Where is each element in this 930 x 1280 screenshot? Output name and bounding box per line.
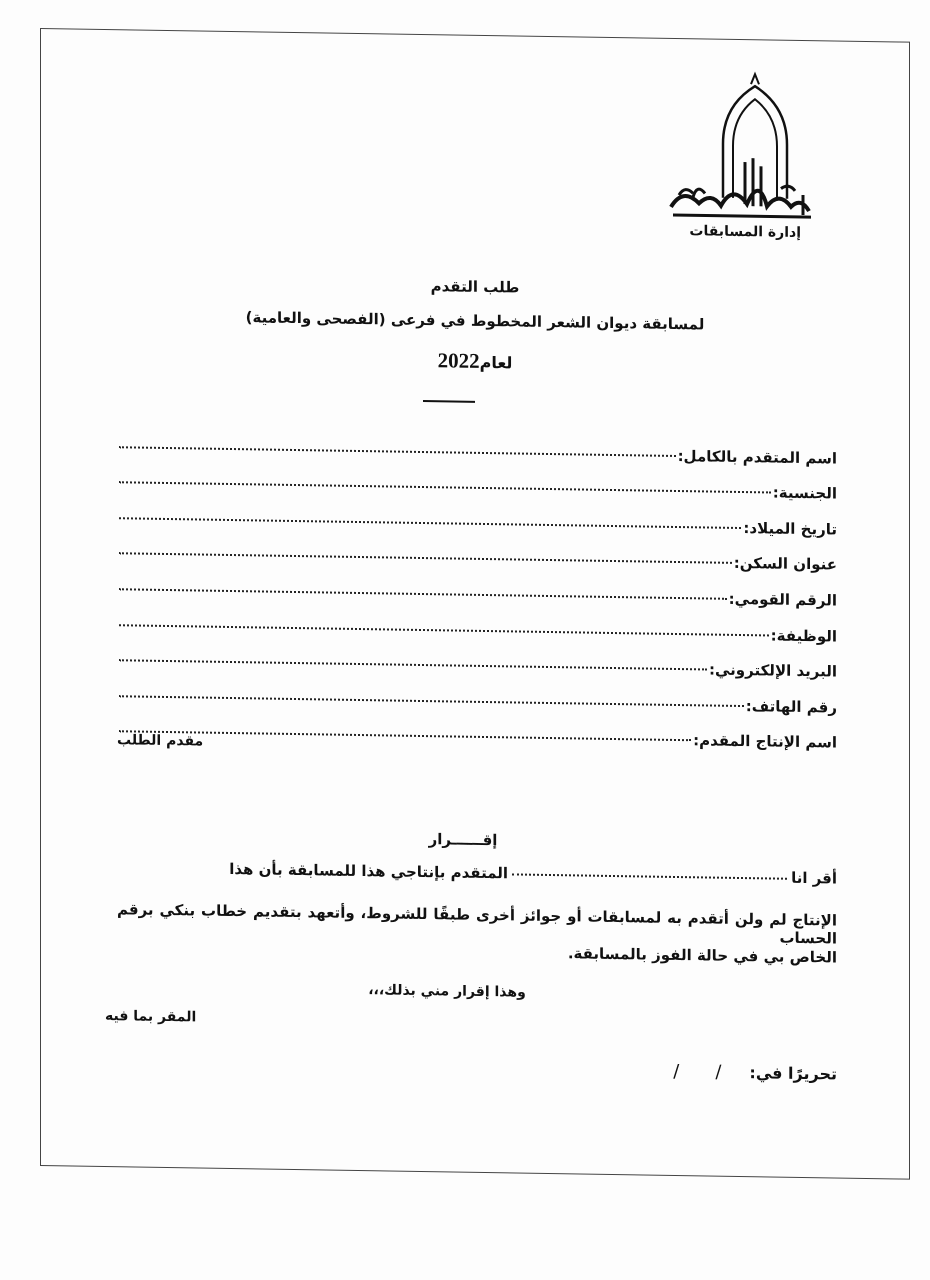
date-separator[interactable]: /	[673, 1060, 680, 1083]
declaration-title	[41, 824, 909, 856]
date-label: تحريرًا في:	[749, 1063, 837, 1084]
field-label: اسم الإنتاج المقدم:	[693, 731, 837, 752]
form-title: طلب التقدم	[430, 277, 520, 297]
form-year-line	[41, 342, 909, 381]
date-separator[interactable]: /	[715, 1061, 722, 1083]
dotted-fill-line[interactable]	[119, 624, 769, 636]
form-page-border	[40, 28, 910, 1180]
field-label: رقم الهاتف:	[745, 696, 837, 717]
applicant-fields	[119, 420, 837, 752]
field-label: الرقم القومي:	[728, 589, 837, 610]
declaration-line-3: الخاص بي في حالة الفوز بالمسابقة.	[567, 944, 837, 967]
dotted-fill-line[interactable]	[119, 481, 771, 493]
title-divider	[423, 400, 475, 403]
declaration-title-text: إقــــــرار	[428, 830, 498, 850]
declaration-sign-off	[41, 977, 909, 1007]
year-prefix: لعام	[479, 352, 513, 373]
field-label: عنوان السكن:	[733, 554, 837, 574]
field-label: الوظيفة:	[770, 626, 837, 646]
declarant-name-fill[interactable]	[512, 873, 787, 879]
signer-label: المقر بما فيه	[105, 1008, 197, 1026]
field-label: البريد الإلكتروني:	[709, 660, 837, 681]
declaration-start: أقر انا	[791, 868, 837, 888]
year-value: 2022	[437, 348, 480, 373]
dotted-fill-line[interactable]	[119, 659, 707, 670]
field-label: الجنسية:	[772, 483, 837, 503]
field-label: تاريخ الميلاد:	[743, 518, 837, 539]
field-label: اسم المتقدم بالكامل:	[677, 446, 837, 468]
dotted-fill-line[interactable]	[119, 517, 741, 529]
dotted-fill-line[interactable]	[119, 553, 732, 565]
declaration-line-1	[117, 858, 837, 887]
form-content	[41, 29, 909, 1179]
dotted-fill-line[interactable]	[119, 588, 727, 600]
form-subtitle: لمسابقة ديوان الشعر المخطوط في فرعى (الفصحى والعامية)	[245, 308, 705, 334]
dotted-fill-line[interactable]	[119, 695, 744, 707]
dotted-fill-line[interactable]	[119, 731, 691, 742]
dotted-fill-line[interactable]	[119, 446, 676, 457]
declaration-line-2: الإنتاج لم ولن أتقدم به لمسابقات أو جوائز أخرى طبقًا للشروط، وأتعهد بتقديم خطاب بنكي برقم الحساب	[117, 900, 837, 948]
department-name: إدارة المسابقات	[689, 223, 801, 241]
declaration-end: المتقدم بإنتاجي هذا للمسابقة بأن هذا	[229, 859, 509, 883]
council-logo	[663, 65, 813, 227]
sign-off-text: وهذا إقرار مني بذلك،،،	[368, 982, 526, 1001]
applicant-signature-label: مقدم الطلب	[117, 732, 204, 750]
date-line	[673, 1061, 837, 1085]
